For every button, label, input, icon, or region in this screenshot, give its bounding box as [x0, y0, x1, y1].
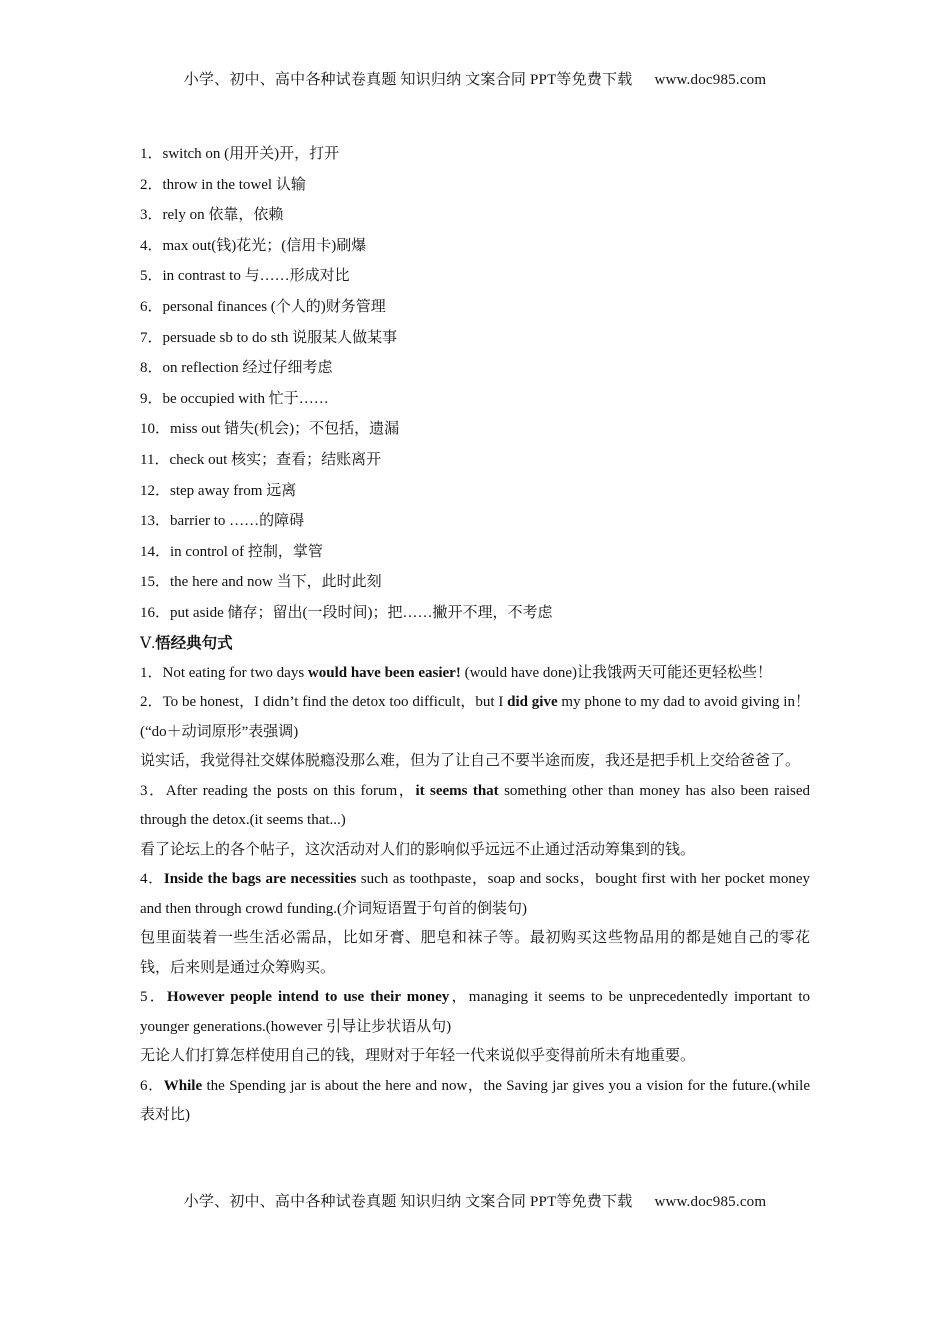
footer-text: 小学、初中、高中各种试卷真题 知识归纳 文案合同 PPT等免费下载 [183, 1194, 633, 1210]
vocab-item: 12．step away from 远离 [140, 482, 297, 499]
sentence-english [140, 777, 810, 836]
vocab-item: 2．throw in the towel 认输 [140, 176, 306, 193]
sentence-english [140, 865, 810, 924]
sentence-item [140, 1072, 810, 1131]
sentence-text: ，managing it seems to be unprecedentedly important to younger generations.(however 引导让步状语从句) [140, 989, 811, 1035]
header-text: 小学、初中、高中各种试卷真题 知识归纳 文案合同 PPT等免费下载 [183, 72, 633, 88]
section-title-text: 悟经典句式 [155, 634, 233, 652]
sentence-number: 6． [140, 1077, 164, 1094]
sentence-translation: 看了论坛上的各个帖子，这次活动对人们的影响似乎远远不止通过活动筹集到的钱。 [140, 841, 696, 858]
vocab-item: 11．check out 核实；查看；结账离开 [140, 451, 382, 468]
sentence-text: (would have done)让我饿两天可能还更轻松些！ [460, 664, 773, 681]
vocab-item: 7．persuade sb to do sth 说服某人做某事 [140, 329, 398, 346]
vocab-list [140, 139, 810, 629]
sentence-number: 4． [140, 871, 164, 887]
vocab-item: 15．the here and now 当下，此时此刻 [140, 574, 382, 591]
vocab-item: 14．in control of 控制，掌管 [140, 543, 323, 560]
vocab-item: 5．in contrast to 与……形成对比 [140, 268, 350, 285]
vocab-item: 16．put aside 储存；留出(一段时间)；把……撇开不理，不考虑 [140, 604, 553, 621]
sentence-english [140, 659, 810, 689]
footer-site: www.doc985.com [654, 1194, 767, 1210]
section-title [140, 629, 810, 659]
sentence-highlight: Inside the bags are necessities [163, 871, 357, 887]
sentence-text: something other than money has also been raised through the detox.(it seems that...) [140, 782, 810, 828]
sentence-text: After reading the posts on this forum， [165, 782, 416, 799]
sentence-text: the Spending jar is about the here and now，the Saving jar gives you a vision for the future.(while 表对比) [140, 1077, 810, 1123]
sentence-highlight: While [163, 1077, 203, 1094]
document-body [140, 139, 810, 1131]
header-site: www.doc985.com [654, 72, 767, 88]
sentence-item [140, 659, 810, 689]
page-header [0, 68, 950, 89]
sentence-highlight: it seems that [415, 782, 499, 799]
sentence-highlight: would have been easier! [307, 664, 461, 681]
vocab-item: 4．max out(钱)花光；(信用卡)刷爆 [140, 237, 367, 254]
vocab-item: 8．on reflection 经过仔细考虑 [140, 360, 333, 377]
sentence-english [140, 983, 810, 1042]
sentence-english [140, 688, 810, 747]
sentence-item [140, 688, 810, 777]
vocab-item: 3．rely on 依靠，依赖 [140, 207, 284, 224]
sentence-item [140, 983, 810, 1072]
sentence-translation: 包里面装着一些生活必需品，比如牙膏、肥皂和袜子等。最初购买这些物品用的都是她自己的零花钱，后来则是通过众筹购买。 [140, 930, 810, 976]
sentence-number: 1． [140, 664, 163, 681]
vocab-item: 10．miss out 错失(机会)；不包括，遗漏 [140, 421, 400, 438]
sentence-text: To be honest，I didn’t find the detox too difficult，but I [162, 694, 508, 710]
vocab-item: 6．personal finances (个人的)财务管理 [140, 298, 386, 315]
vocab-item: 13．barrier to ……的障碍 [140, 513, 305, 530]
sentence-translation: 说实话，我觉得社交媒体脱瘾没那么难，但为了让自己不要半途而废，我还是把手机上交给爸爸了。 [140, 753, 801, 769]
sentence-list [140, 659, 810, 1131]
sentence-item [140, 777, 810, 866]
section-numeral: Ⅴ. [140, 634, 156, 652]
sentence-highlight: did give [507, 694, 558, 710]
sentence-number: 3． [140, 782, 166, 799]
sentence-translation: 无论人们打算怎样使用自己的钱，理财对于年轻一代来说似乎变得前所未有地重要。 [140, 1048, 696, 1064]
sentence-english [140, 1072, 810, 1131]
vocab-item: 9．be occupied with 忙于…… [140, 390, 329, 407]
sentence-item [140, 865, 810, 983]
sentence-text: Not eating for two days [162, 664, 308, 681]
vocab-item: 1．switch on (用开关)开，打开 [140, 146, 340, 162]
sentence-text: such as toothpaste，soap and socks，bought first with her pocket money and then through crowd funding.(介词短语置于句首的倒装句) [140, 871, 810, 917]
sentence-text: my phone to my dad to avoid giving in！(“do＋动词原形”表强调) [140, 694, 810, 740]
sentence-number: 2． [140, 694, 163, 710]
sentence-highlight: However people intend to use their money [167, 989, 450, 1005]
sentence-number: 5． [140, 989, 168, 1005]
page-footer [0, 1190, 950, 1211]
